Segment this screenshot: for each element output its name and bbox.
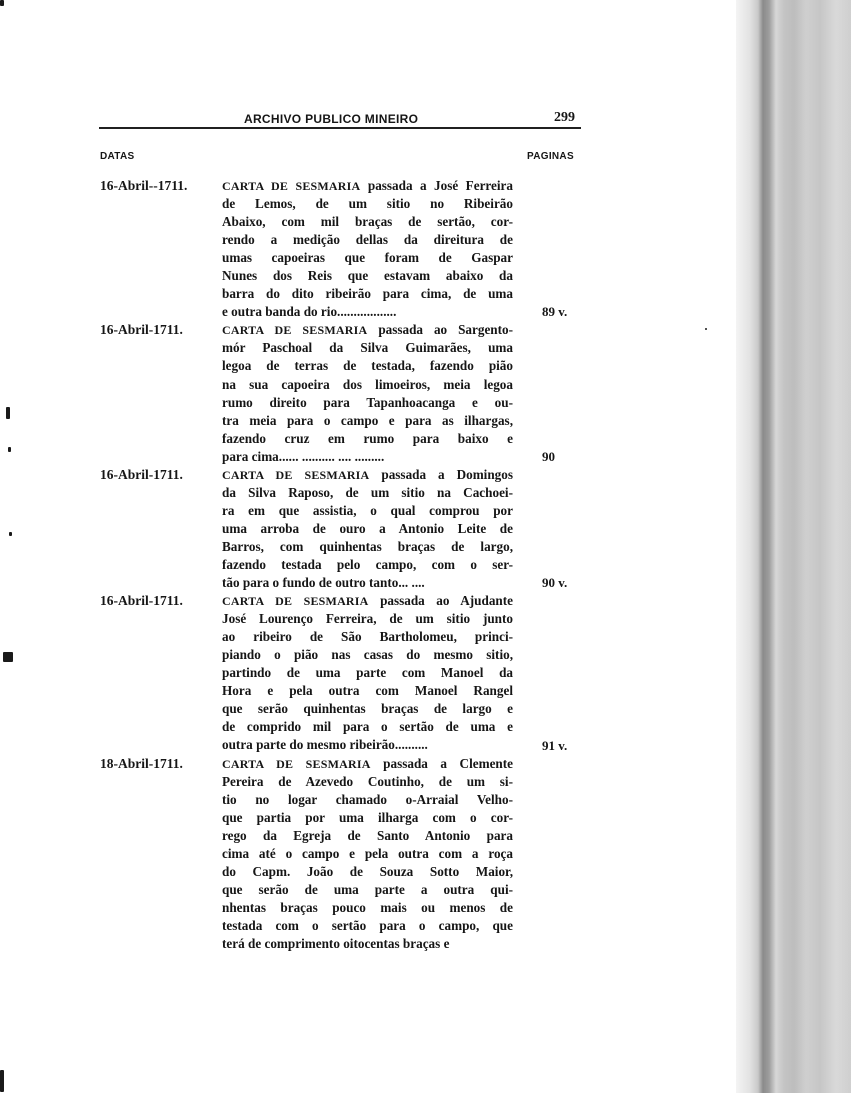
sesmaria-entry [0,755,700,954]
entry-line-text: que partia por uma ilharga com o cor- [222,809,513,825]
entry-line-text: testada com o sertão para o campo, que [222,917,513,933]
entry-line-text: rendo a medição dellas da direitura de [222,232,513,248]
entry-line-text: para cima...... .......... .... ......... [222,448,385,464]
entry-line [222,484,513,502]
entry-page-ref: 91 v. [542,737,568,753]
entry-date: 16-Abril-1711. [100,466,183,482]
entry-line [222,791,513,809]
entry-line [222,610,513,628]
entry-line-text: rumo direito para Tapanhoacanga e ou- [222,394,513,410]
entry-line-text: piando o pião nas casas do mesmo sitio, [222,647,513,663]
entry-line-text: Hora e pela outra com Manoel Rangel [222,683,513,699]
entry-line [222,213,513,231]
entry-line-text: fazendo cruz em rumo para baixo e [222,430,513,446]
speck [705,328,707,330]
entry-line [222,394,513,412]
entry-line-text: tra meia para o campo e para as ilhargas, [222,412,513,428]
column-heading-dates: DATAS [100,151,135,162]
entry-line-text: passada a José Ferreira [367,178,514,193]
speck [0,1070,4,1092]
running-title: ARCHIVO PUBLICO MINEIRO [244,112,419,126]
entry-line-text: de comprido mil para o sertão de uma e [222,719,513,735]
entry-line-text: ra em que assistia, o qual comprou por [222,502,513,518]
entry-line-text: e outra banda do rio.................. [222,304,397,320]
sesmaria-entry [0,177,700,321]
entry-line [222,376,513,394]
entry-line-text: uma arroba de ouro a Antonio Leite de [222,520,513,536]
entry-line-text: rego da Egreja de Santo Antonio para [222,827,513,843]
entry-line [222,935,513,953]
entry-line [222,628,513,646]
entry-line [222,809,513,827]
entry-line [222,773,513,791]
book-spine-edge [736,0,851,1093]
entry-line [222,177,513,195]
entry-line [222,267,513,285]
entry-line-text: que serão de uma parte a outra qui- [222,881,513,897]
page-number: 299 [554,110,575,125]
entry-line [222,700,513,718]
entry-line-text: passada ao Sargento- [378,322,514,338]
speck [0,0,4,6]
entry-text [222,755,513,954]
entry-page-ref: 89 v. [542,304,568,320]
entry-line-text: partindo de uma parte com Manoel da [222,665,513,681]
entry-date: 18-Abril-1711. [100,755,183,771]
entry-page-ref: 90 [542,448,555,464]
running-header [99,112,581,128]
entry-line-text: passada ao Ajudante [380,593,514,609]
entry-line [222,520,513,538]
entry-line [222,646,513,664]
entry-line [222,430,513,448]
entry-line [222,574,513,592]
entry-line [222,664,513,682]
entry-line-text: Abaixo, com mil braças de sertão, cor- [222,214,513,230]
entry-line [222,827,513,845]
entry-line-text: terá de comprimento oitocentas braças e [222,935,450,951]
entry-line-text: nhentas braças pouco mais ou menos de [222,899,513,915]
column-heading-pages: PAGINAS [527,151,574,162]
entry-text [222,466,513,592]
entry-line-text: Barros, com quinhentas braças de largo, [222,538,513,554]
entry-text [222,321,513,465]
entry-line-text: mór Paschoal da Silva Guimarães, uma [222,340,513,356]
entry-title: CARTA DE SESMARIA [222,756,371,771]
sesmaria-entry [0,592,700,754]
header-rule [99,127,581,129]
entry-line [222,502,513,520]
entry-line [222,448,513,466]
entry-line [222,321,513,339]
entry-line [222,718,513,736]
entry-line [222,863,513,881]
entry-line-text: que serão quinhentas braças de largo e [222,701,513,717]
entry-text [222,592,513,754]
entry-line [222,556,513,574]
entry-line-text: tio no logar chamado o-Arraial Velho- [222,791,513,807]
entry-line-text: umas capoeiras que foram de Gaspar [222,250,513,266]
entry-title: CARTA DE SESMARIA [222,323,368,338]
entry-line-text: Pereira de Azevedo Coutinho, de um si- [222,773,513,789]
entry-line-text: passada a Domingos [381,466,514,482]
entry-line-text: do Capm. João de Souza Sotto Maior, [222,863,513,879]
entry-line-text: tão para o fundo de outro tanto... .... [222,575,425,591]
entry-line-text: ao ribeiro de São Bartholomeu, princi- [222,629,513,645]
entry-line-text: na sua capoeira dos limoeiros, meia legoa [222,376,513,392]
entry-line-text: de Lemos, de um sitio no Ribeirão [222,196,513,212]
entry-line [222,285,513,303]
entry-line [222,195,513,213]
entry-line [222,412,513,430]
entry-line [222,249,513,267]
entry-list [0,177,700,953]
entry-page-ref: 90 v. [542,575,568,591]
entry-line [222,592,513,610]
entry-line-text: José Lourenço Ferreira, de um sitio junto [222,611,513,627]
entry-line [222,755,513,773]
entry-line [222,917,513,935]
sesmaria-entry [0,466,700,592]
entry-line [222,466,513,484]
entry-line [222,231,513,249]
entry-line-text: outra parte do mesmo ribeirão.......... [222,737,428,753]
entry-date: 16-Abril-1711. [100,593,183,609]
entry-line [222,881,513,899]
entry-line-text: fazendo testada pelo campo, com o ser- [222,556,513,572]
entry-line [222,538,513,556]
entry-line [222,303,513,321]
entry-line [222,357,513,375]
entry-line-text: passada a Clemente [383,755,514,771]
entry-line [222,682,513,700]
entry-title: CARTA DE SESMARIA [222,179,361,193]
entry-text [222,177,513,321]
entry-date: 16-Abril--1711. [100,178,188,193]
entry-title: CARTA DE SESMARIA [222,467,370,482]
entry-line-text: barra do dito ribeirão para cima, de uma [222,286,513,302]
entry-line-text: Nunes dos Reis que estavam abaixo da [222,268,513,284]
entry-title: CARTA DE SESMARIA [222,594,369,609]
entry-line-text: da Silva Raposo, de um sitio na Cachoei- [222,484,513,500]
entry-date: 16-Abril-1711. [100,322,183,338]
entry-line [222,339,513,357]
entry-line [222,899,513,917]
entry-line [222,845,513,863]
entry-line-text: cima até o campo e pela outra com a roça [222,845,513,861]
entry-line [222,736,513,754]
sesmaria-entry [0,321,700,465]
entry-line-text: legoa de terras de testada, fazendo pião [222,358,513,374]
